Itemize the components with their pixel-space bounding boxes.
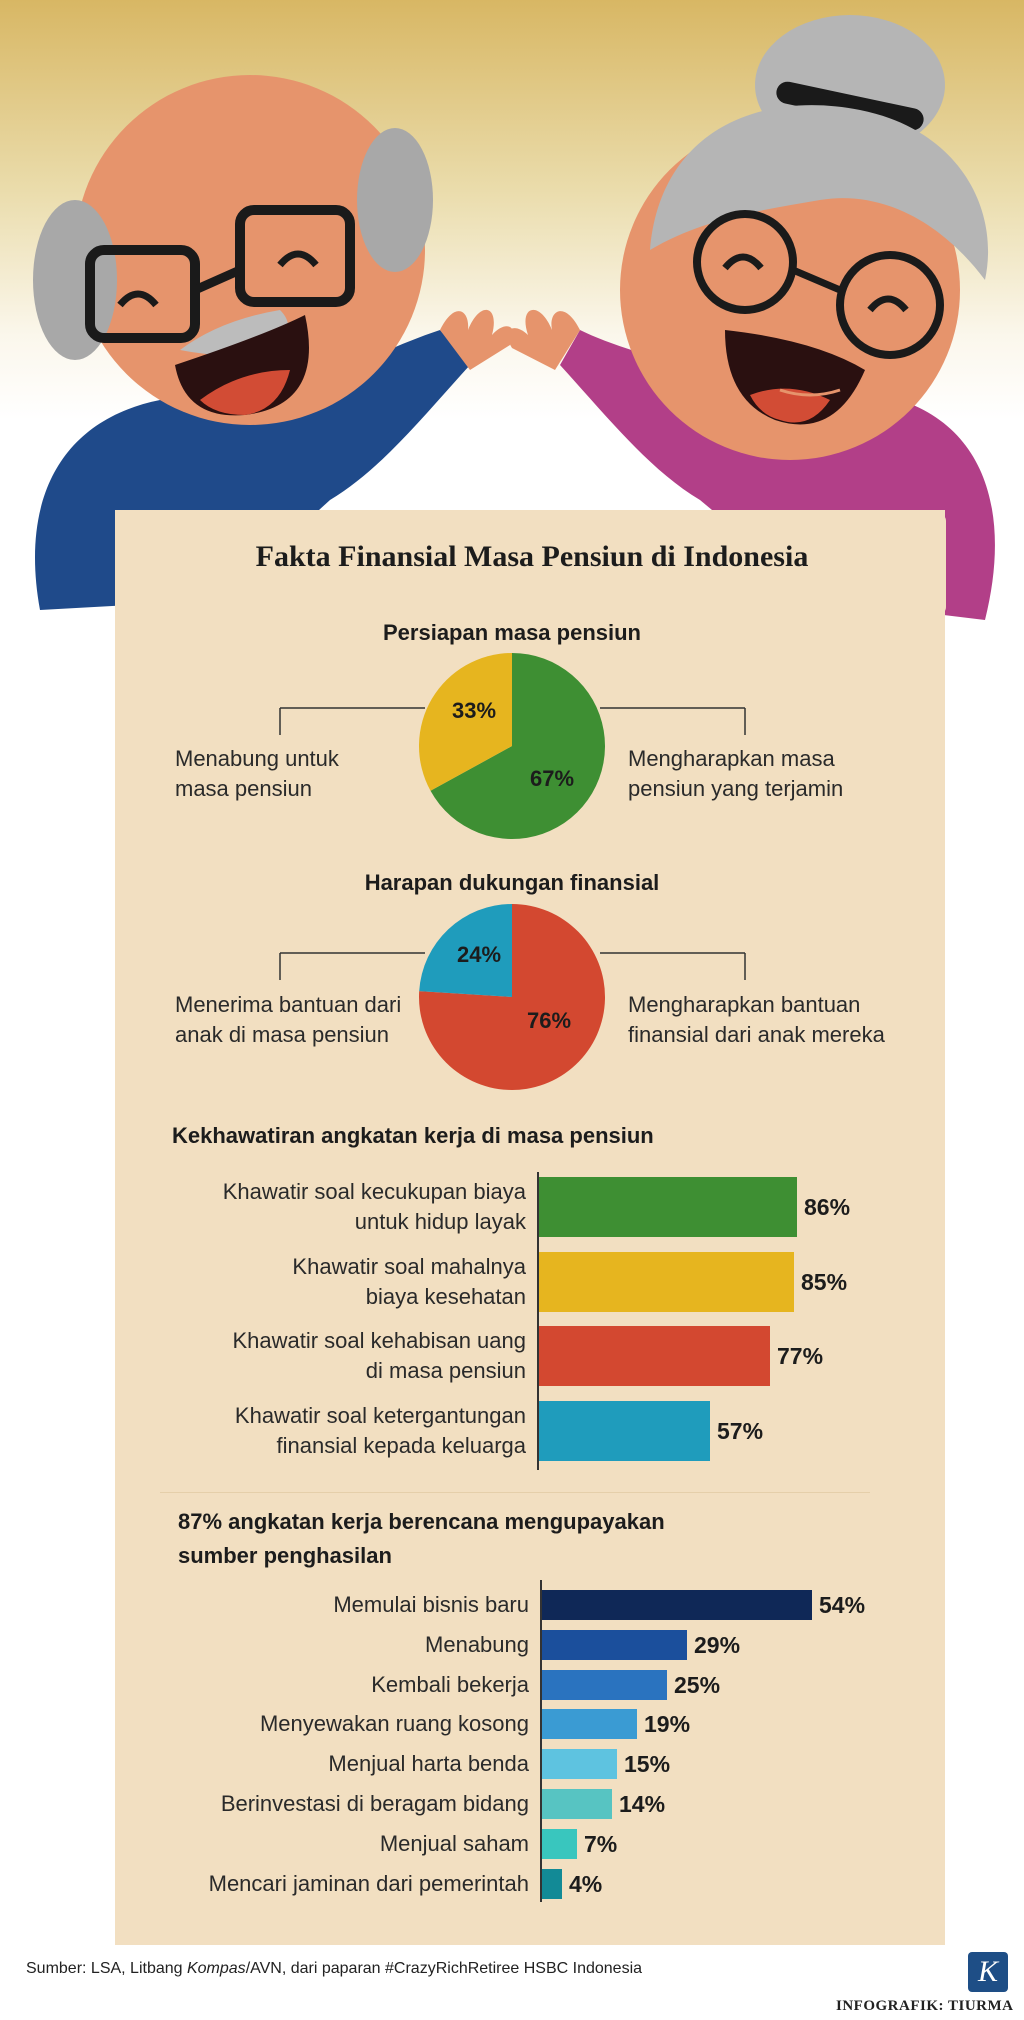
concerns-bar-0 (539, 1177, 797, 1237)
kompas-logo: K (968, 1952, 1008, 1992)
income-value-2: 25% (674, 1671, 721, 1698)
income-label-3: Menyewakan ruang kosong (259, 1711, 529, 1737)
income-bar-3 (542, 1709, 637, 1739)
pie1-label-right: Mengharapkan masa pensiun yang terjamin (628, 746, 844, 801)
income-label-0: Memulai bisnis baru (333, 1592, 529, 1617)
concerns-bar-3 (539, 1401, 710, 1461)
pie2-label-left: Menerima bantuan dari anak di masa pensiun (175, 992, 402, 1047)
income-bar-5 (542, 1789, 612, 1819)
concerns-title: Kekhawatiran angkatan kerja di masa pensiun (172, 1123, 654, 1148)
pie1-title: Persiapan masa pensiun (383, 620, 641, 645)
income-label-6: Menjual saham (379, 1830, 529, 1856)
pie1-chart (0, 650, 1024, 880)
pie1-label-left: Menabung untuk masa pensiun (175, 746, 339, 801)
income-bar-0 (542, 1590, 812, 1620)
income-title: 87% angkatan kerja berencana mengupayakan sumber penghasilan (178, 1509, 665, 1568)
concerns-label-0: Khawatir soal kecukupan biaya untuk hidup layak (222, 1179, 526, 1234)
income-label-4: Menjual harta benda (328, 1751, 529, 1777)
concerns-label-2: Khawatir soal kehabisan uang di masa pensiun (232, 1328, 526, 1383)
concerns-value-2: 77% (777, 1343, 824, 1369)
pie1-value-1: 67% (530, 766, 575, 791)
concerns-bar-1 (539, 1252, 794, 1312)
income-value-0: 54% (819, 1592, 866, 1618)
concerns-value-3: 57% (717, 1417, 764, 1444)
pie2-value-1: 76% (527, 1008, 572, 1033)
pie2-label-right: Mengharapkan bantuan finansial dari anak mereka (628, 992, 885, 1047)
income-label-2: Kembali bekerja (371, 1671, 529, 1697)
income-value-7: 4% (569, 1870, 603, 1897)
income-value-5: 14% (619, 1791, 666, 1817)
income-label-1: Menabung (425, 1631, 529, 1657)
pie1-value-0: 33% (452, 698, 497, 723)
income-bar-2 (542, 1670, 667, 1700)
concerns-value-0: 86% (804, 1194, 851, 1220)
income-bar-4 (542, 1749, 617, 1779)
page-title: Fakta Finansial Masa Pensiun di Indonesia (255, 540, 809, 573)
grandfather-ear-hair-right (357, 128, 433, 272)
concerns-label-1: Khawatir soal mahalnya biaya kesehatan (292, 1253, 526, 1309)
section-divider (160, 1492, 870, 1493)
income-value-4: 15% (624, 1751, 671, 1778)
source-note: Sumber: LSA, Litbang Kompas/AVN, dari paparan #CrazyRichRetiree HSBC Indonesia (26, 1960, 643, 1977)
income-label-7: Mencari jaminan dari pemerintah (208, 1870, 529, 1896)
income-bar-1 (542, 1630, 687, 1660)
income-bar-7 (542, 1869, 562, 1899)
concerns-value-1: 85% (801, 1268, 848, 1295)
concerns-label-3: Khawatir soal ketergantungan finansial kepada keluarga (234, 1402, 526, 1458)
concerns-bar-2 (539, 1326, 770, 1386)
income-label-5: Berinvestasi di beragam bidang (220, 1791, 529, 1816)
income-value-1: 29% (694, 1631, 741, 1658)
infographic-credit: INFOGRAFIK: TIURMA (836, 1998, 1014, 2014)
income-value-6: 7% (584, 1830, 618, 1857)
income-value-3: 19% (644, 1711, 691, 1738)
pie2-value-0: 24% (457, 942, 502, 967)
income-bar-6 (542, 1829, 577, 1859)
pie2-title: Harapan dukungan finansial (364, 870, 660, 895)
